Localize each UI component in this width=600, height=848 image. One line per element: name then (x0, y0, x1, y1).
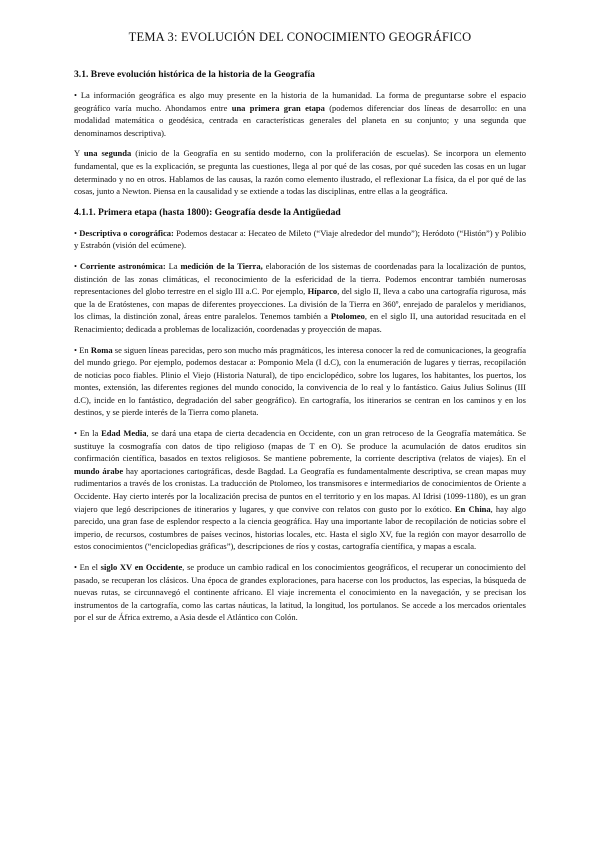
text-run: Y (74, 148, 84, 159)
bold-phrase: Descriptiva o corográfica: (79, 227, 174, 238)
paragraph-intro (74, 89, 526, 139)
text-run: Podemos destacar a: Hecateo de Mileto (“Viaje alrededor del mundo”); Heródoto (“Histón”) y Polibio y Estrabón (visión del ecúmene). (74, 227, 526, 251)
text-run: elaboración de los sistemas de coordenadas para la localización de puntos, distinción de las zonas climáticas, el reconocimiento de la esfericidad de la tierra. Podemos encontrar también numerosas representaciones del globo terrestre en el siglo III a.C. Por ejemplo, (74, 260, 527, 297)
text-run: (podemos diferenciar dos líneas de desarrollo: en una modalidad matemática o geodésica, centrada en características generales del planeta en su conjunto; y una segunda que denominamos descriptiva). (74, 102, 526, 138)
text-run: • La información geográfica es algo muy presente en la historia de la humanidad. La forma de preguntarse sobre el espacio geográfico varía mucho. Ahondamos entre (74, 90, 526, 113)
text-run: • En (74, 344, 91, 355)
text-run: , se produce un cambio radical en los conocimientos geográficos, el recuperar un conocimiento del pasado, se recuperan los clásicos. Una época de grandes exploraciones, para hacerse con los productos, las especias, la búsqueda de nuevas rutas, se circunnavegó el continente africano. El viaje incrementa el conocimiento en la navegación, y se precisan los instrumentos de la cartografía, como las cartas náuticas, la latitud, la longitud, los portulanos. Se accede a los mercados orientales por el sur de África extremo, a Asia desde el Atlántico con Colón. (74, 562, 526, 623)
text-run: , en el siglo II, una autoridad resucitada en el Renacimiento; dedicada a problemas de localización, coordenadas y proyección de mapas. (74, 311, 526, 334)
paragraph-second-stage (74, 147, 526, 197)
text-run: hay aportaciones cartográficas, desde Bagdad. La Geografía es fundamentalmente descriptiva, se crean mapas muy rudimentarios a través de los cronistas. La traducción de Ptolomeo, los transmisores e intermediarios de conocimientos de Oriente a Occidente. Hay cierto interés por la localización precisa de puntos en el territorio y en los mapas. Al Idrisi (1099-1180), es un gran viajero que legó descripciones de itinerarios y lugares, y que convive con relatos con gusto por lo exótico. (74, 465, 526, 514)
bold-phrase: Corriente astronómica: (79, 260, 166, 271)
bold-phrase: medición de la Tierra, (180, 260, 263, 271)
bold-phrase: una segunda (83, 148, 132, 159)
section-heading-4-1-1: 4.1.1. Primera etapa (hasta 1800): Geografía desde la Antigüedad (74, 206, 341, 218)
bold-phrase: mundo árabe (74, 465, 124, 476)
paragraph-edad-media (74, 427, 526, 553)
text-run: se siguen líneas parecidas, pero son mucho más pragmáticos, les interesa conocer la red de comunicaciones, la geografía del mundo griego. Por ejemplo, podemos destacar a: Pomponio Mela (I d.C), con la enumeración de lugares y tierras, recopilación de noticias poco fiables. Plinio el Viejo (Historia Natural), de tipo enciclopédico, sobre los lugares, los habitantes, los puertos, los montes, extensión, las diferentes regiones del mundo conocido, la convivencia de lo real y lo fantástico. Gaius Julius Solinus (III d.C), incide en lo fantástico, degradación del saber geográfico). En cartografía, los itinerarios se centran en los caminos y en los destinos, y se pierde interés de la Tierra como planeta. (74, 344, 526, 418)
text-run: La (165, 260, 181, 271)
bold-phrase: En China (454, 503, 491, 514)
bold-phrase: Ptolomeo (330, 311, 365, 322)
paragraph-roma (74, 344, 526, 420)
text-run: , se dará una etapa de cierta decadencia en Occidente, con un gran retroceso de la Geografía matemática. Se sustituye la cosmografía con datos de tipo religioso (mapas de T en O). Se produce la acumulación de datos eruditos sin confirmación científica, basados en textos religiosos. Se mantiene pobremente, la corriente descriptiva (relatos de viajes). En el (74, 428, 526, 464)
document-title: TEMA 3: EVOLUCIÓN DEL CONOCIMIENTO GEOGRÁFICO (128, 30, 472, 44)
bold-phrase: Roma (90, 344, 113, 355)
bold-phrase: una primera gran etapa (231, 102, 325, 113)
text-run: • En el (74, 562, 101, 572)
text-run: • En la (74, 428, 102, 439)
bold-phrase: Edad Media (101, 428, 147, 439)
section-heading-3-1: 3.1. Breve evolución histórica de la historia de la Geografía (74, 69, 315, 80)
bold-phrase: Híparco (307, 286, 338, 297)
paragraph-descriptiva (74, 227, 526, 252)
text-run: (inicio de la Geografía en su sentido moderno, con la proliferación de escuelas). Se incorpora un elemento fundamental, que es la explicación, se pregunta las cuestiones, llega al por qué de las cosas, por qué suceden las cosas en un lugar determinado y no en otros. Hablamos de las causas, la razón como elemento ilustrado, el reflexionar La física, da el por qué de las cosas, junto a Newton. Piensa en la causalidad y se extiende a todas las disciplinas, entre ellas a la geográfica. (74, 148, 527, 197)
text-run: • (74, 260, 80, 271)
paragraph-astronomica (74, 260, 526, 336)
text-run: • (74, 227, 80, 238)
text-run: , hay algo parecido, una gran fase de esplendor respecto a la ciencia geográfica. Hay una importante labor de recopilación de noticias sobre el imperio, de recursos, costumbres de países vecinos, historias locales, etc. Hasta el siglo XV, fue la región con mayor desarrollo de estos conocimientos (“enciclopedias gráficas”), descripciones de ríos y costas, cartografía científica, y mapas a escala. (74, 503, 526, 552)
paragraph-siglo-xv (74, 561, 526, 624)
bold-phrase: siglo XV en Occidente (100, 562, 183, 572)
text-run: , del siglo II, lleva a cabo una cartografía rigurosa, más que la de Eratóstenes, con mapas de diferentes proyecciones. La división de la Tierra en 360º, enrejado de paralelos y meridianos, los climas, la distinción zonal, áreas entre paralelos. Tenemos también a (74, 286, 526, 322)
